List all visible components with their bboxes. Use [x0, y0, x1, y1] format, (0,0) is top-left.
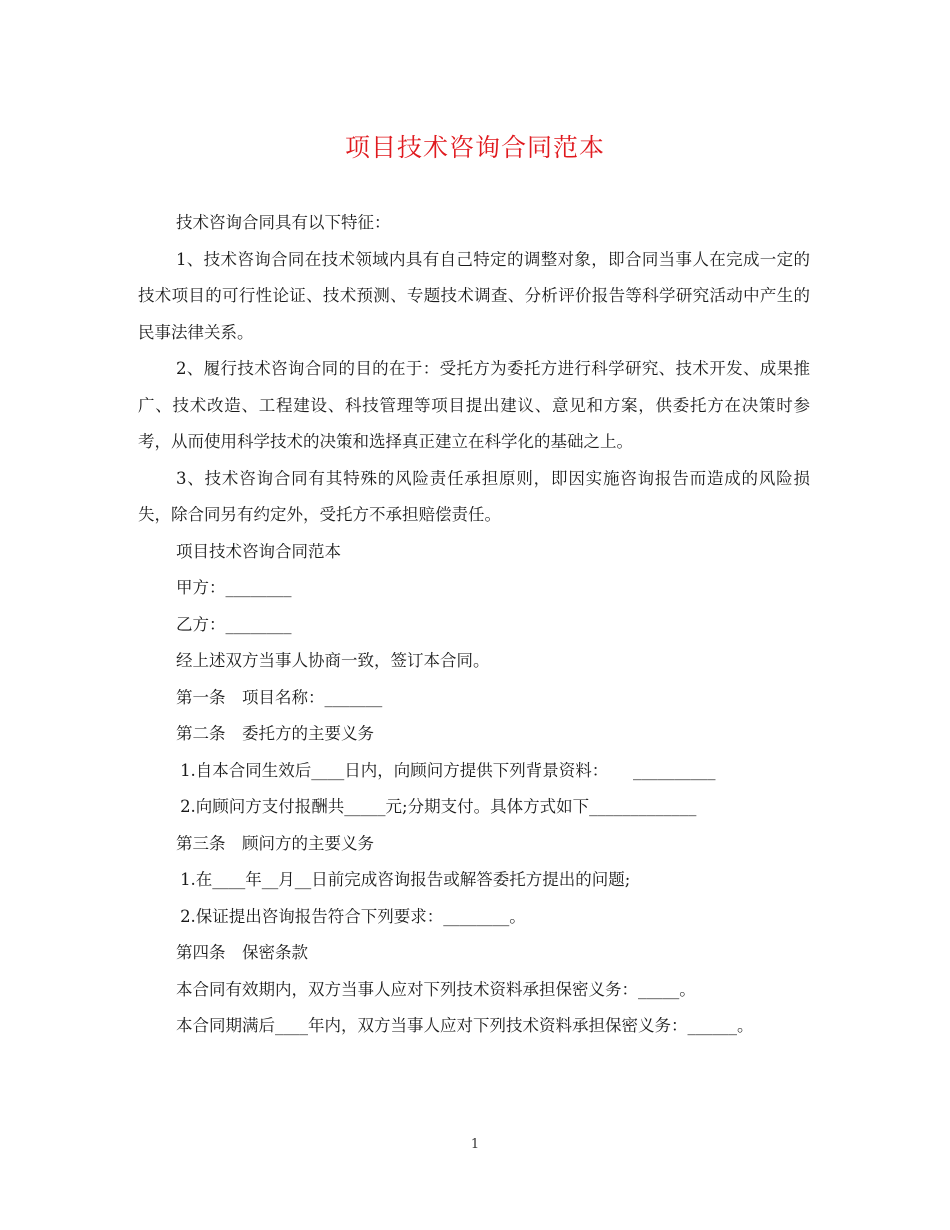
paragraph-article-3: 第三条 顾问方的主要义务 [175, 833, 374, 853]
page-number: 1 [470, 1137, 480, 1152]
paragraph-confidentiality-1: 本合同有效期内，双方当事人应对下列技术资料承担保密义务：_____。 [175, 979, 696, 999]
paragraph-article-2-item-2: 2.向顾问方支付报酬共_____元;分期支付。具体方式如下_____________ [180, 797, 697, 816]
paragraph-feature-3: 3、技术咨询合同有其特殊的风险责任承担原则，即因实施咨询报告而造成的风险损失，除合同另有约定外，受托方不承担赔偿责任。 [138, 468, 810, 524]
paragraph-article-4: 第四条 保密条款 [175, 943, 308, 962]
paragraph-article-3-item-1: 1.在____年__月__日前完成咨询报告或解答委托方提出的问题; [180, 870, 631, 889]
paragraph-party-a: 甲方：________ [175, 578, 292, 597]
document-body [138, 205, 810, 1045]
paragraph-article-2-item-1: 1.自本合同生效后____日内，向顾问方提供下列背景资料： __________ [180, 760, 716, 780]
paragraph-feature-2: 2、履行技术咨询合同的目的在于：受托方为委托方进行科学研究、技术开发、成果推广、技术改造、工程建设、科技管理等项目提出建议、意见和方案，供委托方在决策时参考，从而使用科学技术的决策和选择真正建立在科学化的基础之上。 [138, 359, 810, 451]
paragraph-agreement: 经上述双方当事人协商一致，签订本合同。 [175, 651, 490, 670]
document-title: 项目技术咨询合同范本 [344, 133, 605, 162]
paragraph-article-2: 第二条 委托方的主要义务 [175, 724, 374, 743]
paragraph-feature-1: 1、技术咨询合同在技术领域内具有自己特定的调整对象，即合同当事人在完成一定的技术项目的可行性论证、技术预测、专题技术调查、分析评价报告等科学研究活动中产生的民事法律关系。 [138, 249, 810, 342]
paragraph-article-1: 第一条 项目名称：_______ [175, 687, 383, 707]
paragraph-features-intro: 技术咨询合同具有以下特征： [175, 213, 391, 232]
paragraph-party-b: 乙方：________ [175, 614, 292, 634]
paragraph-confidentiality-2: 本合同期满后____年内，双方当事人应对下列技术资料承担保密义务：______。 [175, 1016, 754, 1035]
paragraph-template-heading: 项目技术咨询合同范本 [175, 541, 341, 561]
paragraph-article-3-item-2: 2.保证提出咨询报告符合下列要求：________。 [180, 906, 526, 926]
